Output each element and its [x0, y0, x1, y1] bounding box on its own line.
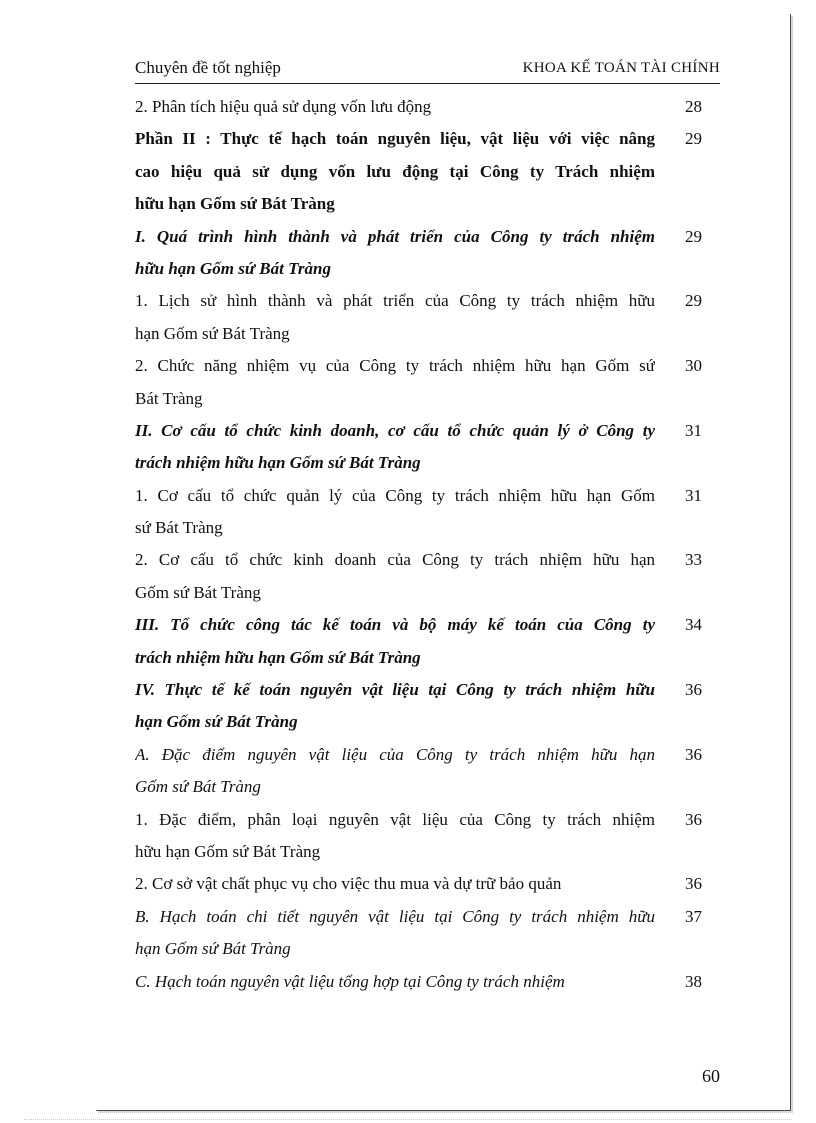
toc-entry-page: 36 — [685, 874, 702, 894]
toc-entry-text: 1. Lịch sử hình thành và phát triển của Công ty trách nhiệm hữu — [135, 291, 655, 311]
toc-entry-text: B. Hạch toán chi tiết nguyên vật liệu tại Công ty trách nhiệm hữu — [135, 906, 655, 926]
toc-entry-text: Gốm sứ Bát Tràng — [135, 777, 261, 797]
toc-entry-page: 36 — [685, 680, 702, 700]
toc-entry-page: 34 — [685, 615, 702, 635]
toc-entry-text: III. Tổ chức công tác kế toán và bộ máy kế toán của Công ty — [135, 615, 655, 635]
toc-entry-text: sứ Bát Tràng — [135, 518, 223, 538]
toc-entry — [135, 285, 720, 350]
page-header — [135, 56, 720, 84]
toc-entry-text: cao hiệu quả sử dụng vốn lưu động tại Công ty Trách nhiệm — [135, 161, 655, 181]
toc-entry — [135, 966, 720, 998]
toc-entry — [135, 868, 720, 900]
toc-entry — [135, 674, 720, 739]
toc-entry-page: 33 — [685, 550, 702, 570]
toc-entry-text: 1. Cơ cấu tổ chức quản lý của Công ty trách nhiệm hữu hạn Gốm — [135, 485, 655, 505]
page-number: 60 — [702, 1066, 720, 1086]
toc-entry — [135, 804, 720, 869]
page-bottom-divider — [24, 1119, 792, 1120]
toc-entry-page: 28 — [685, 97, 702, 116]
toc-entry-text: hữu hạn Gốm sứ Bát Tràng — [135, 194, 335, 214]
toc-entry-page: 36 — [685, 809, 702, 829]
toc-entry-page: 29 — [685, 291, 702, 311]
header-faculty: KHOA KẾ TOÁN TÀI CHÍNH — [522, 60, 720, 76]
toc-entry-text: 2. Chức năng nhiệm vụ của Công ty trách nhiệm hữu hạn Gốm sứ — [135, 356, 655, 376]
toc-entry-text: 2. Cơ cấu tổ chức kinh doanh của Công ty trách nhiệm hữu hạn — [135, 550, 655, 570]
toc-entry-text: C. Hạch toán nguyên vật liệu tổng hợp tại Công ty trách nhiệm — [135, 971, 565, 991]
header-document-type: Chuyên đề tốt nghiệp — [135, 58, 281, 77]
toc-entry-text: 2. Phân tích hiệu quả sử dụng vốn lưu động — [135, 97, 432, 116]
toc-entry-text: Gốm sứ Bát Tràng — [135, 582, 261, 602]
toc-entry-text: Bát Tràng — [135, 388, 203, 408]
toc-entry — [135, 91, 720, 123]
toc-entry-text: I. Quá trình hình thành và phát triển của Công ty trách nhiệm — [135, 226, 655, 246]
toc-entry — [135, 544, 720, 609]
toc-entry-page: 38 — [685, 971, 702, 991]
toc-entry-text: 1. Đặc điểm, phân loại nguyên vật liệu của Công ty trách nhiệm — [135, 809, 655, 829]
toc-entry-text: II. Cơ cấu tổ chức kinh doanh, cơ cấu tổ chức quản lý ở Công ty — [135, 420, 655, 440]
toc-entry-page: 29 — [685, 226, 702, 246]
toc-entry-text: A. Đặc điểm nguyên vật liệu của Công ty trách nhiệm hữu hạn — [135, 744, 655, 764]
toc-entry-text: hạn Gốm sứ Bát Tràng — [135, 323, 290, 343]
toc-entry-text: Phần II : Thực tế hạch toán nguyên liệu, vật liệu với việc nâng — [135, 129, 655, 149]
toc-entry-text: hữu hạn Gốm sứ Bát Tràng — [135, 841, 321, 861]
toc-entry — [135, 609, 720, 674]
toc-entry-text: hạn Gốm sứ Bát Tràng — [135, 712, 298, 732]
toc-entry — [135, 480, 720, 545]
toc-entry-text: hữu hạn Gốm sứ Bát Tràng — [135, 258, 331, 278]
toc-entry-page: 29 — [685, 129, 702, 149]
toc-entry-page: 30 — [685, 356, 702, 376]
toc-entry-page: 31 — [685, 420, 702, 440]
toc-entry-page: 36 — [685, 744, 702, 764]
toc-entry — [135, 739, 720, 804]
toc-entry-page: 37 — [685, 906, 702, 926]
toc-entry-text: trách nhiệm hữu hạn Gốm sứ Bát Tràng — [135, 453, 421, 473]
table-of-contents — [135, 91, 720, 998]
toc-entry — [135, 123, 720, 220]
toc-entry-page: 31 — [685, 485, 702, 505]
toc-entry — [135, 221, 720, 286]
toc-entry-text: 2. Cơ sở vật chất phục vụ cho việc thu mua và dự trữ bảo quản — [135, 874, 562, 894]
toc-entry-text: hạn Gốm sứ Bát Tràng — [135, 939, 291, 959]
toc-entry-text: trách nhiệm hữu hạn Gốm sứ Bát Tràng — [135, 647, 421, 667]
toc-entry — [135, 415, 720, 480]
toc-entry — [135, 350, 720, 415]
toc-entry-text: IV. Thực tế kế toán nguyên vật liệu tại Công ty trách nhiệm hữu — [135, 680, 655, 700]
toc-entry — [135, 901, 720, 966]
